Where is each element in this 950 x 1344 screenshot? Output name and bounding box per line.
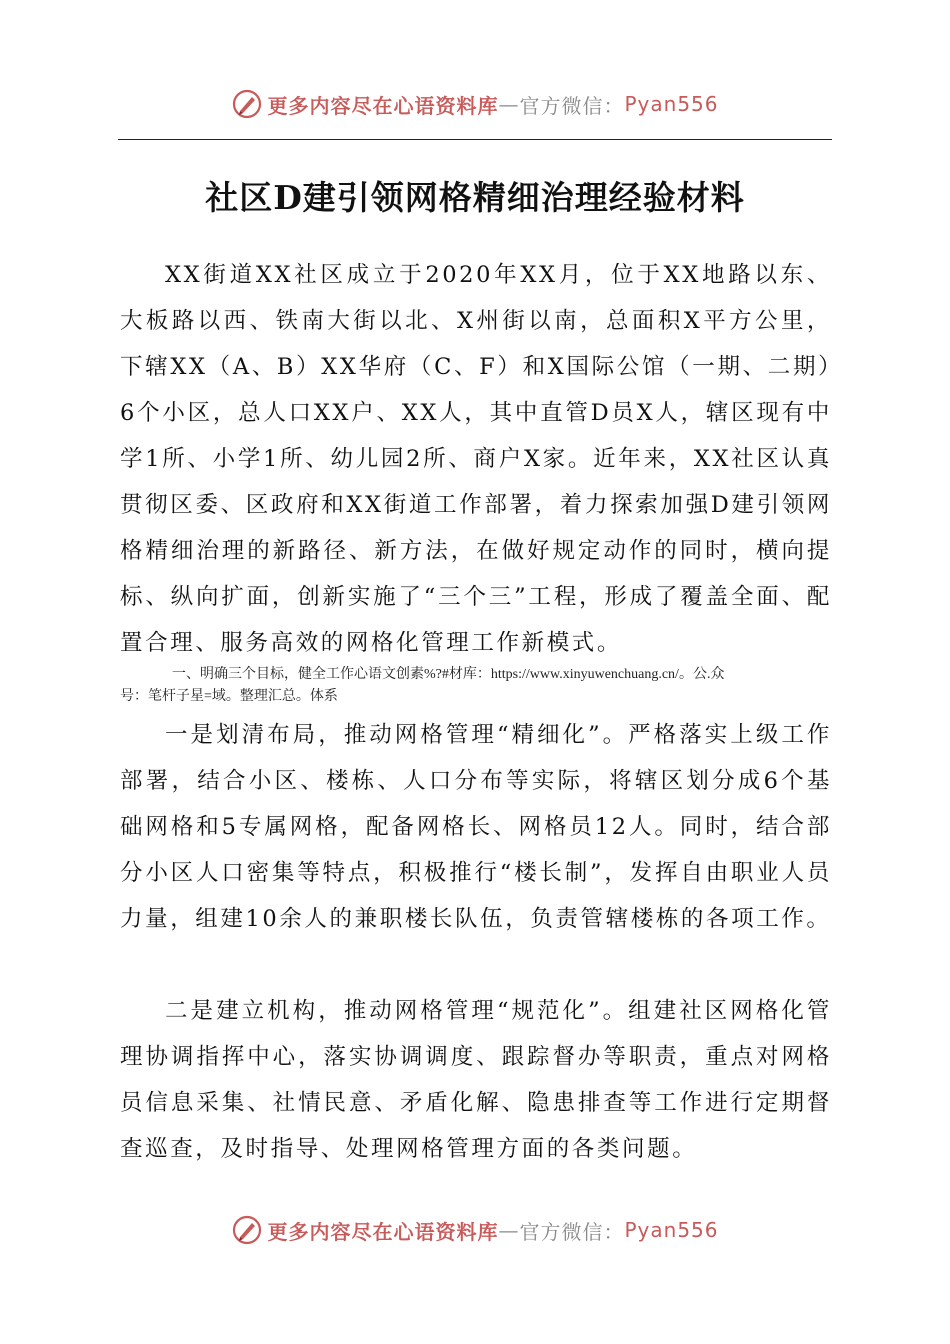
pen-logo-icon [231, 88, 263, 120]
footer-banner [0, 1212, 950, 1248]
header-brand-text: 更多内容尽在心语资料库 [267, 93, 499, 118]
header-divider [118, 139, 832, 140]
header-wechat-id: Pyan556 [624, 92, 719, 116]
note-line-2: 号：笔杆子星=域。整理汇总。体系 [120, 689, 338, 704]
header-banner [0, 86, 950, 122]
footer-wechat-id: Pyan556 [624, 1218, 719, 1242]
paragraph-text: XX街道XX社区成立于2020年XX月，位于XX地路以东、大板路以西、铁南大街以北、X州街以南，总面积X平方公里，下辖XX（A、B）XX华府（C、F）和X国际公馆（一期、二期）6个小区，总人口XX户、XX人，其中直管D员X人，辖区现有中学1所、小学1所、幼儿园2所、商户X家。近年来，XX社区认真贯彻区委、区政府和XX街道工作部署，着力探索加强D建引领网格精细治理的新路径、新方法，在做好规定动作的同时，横向提标、纵向扩面，创新实施了“三个三”工程，形成了覆盖全面、配置合理、服务高效的网格化管理工作新模式。 [120, 262, 832, 656]
watermark-note [120, 664, 832, 708]
document-title: 社区D建引领网格精细治理经验材料 [205, 178, 745, 217]
paragraph-text: 二是建立机构，推动网格管理“规范化”。组建社区网格化管理协调指挥中心，落实协调调度、跟踪督办等职责，重点对网格员信息采集、社情民意、矛盾化解、隐患排查等工作进行定期督查巡查，及时指导、处理网格管理方面的各类问题。 [120, 998, 832, 1162]
pen-logo-icon [231, 1214, 263, 1246]
footer-dash: — [498, 1218, 520, 1242]
footer-brand-text: 更多内容尽在心语资料库 [267, 1219, 499, 1244]
body-paragraph-second [120, 988, 832, 1172]
header-wechat-label: 官方微信： [519, 93, 625, 118]
body-paragraph-first [120, 712, 832, 942]
paragraph-text: 一是划清布局，推动网格管理“精细化”。严格落实上级工作部署，结合小区、楼栋、人口分布等实际，将辖区划分成6个基础网格和5专属网格，配备网格长、网格员12人。同时，结合部分小区人口密集等特点，积极推行“楼长制”，发挥自由职业人员力量，组建10余人的兼职楼长队伍，负责管辖楼栋的各项工作。 [120, 722, 832, 932]
note-line-1: 一、明确三个目标，健全工作心语文创素%?#材库：https://www.xinyuwenchuang.cn/。公.众 [172, 667, 725, 682]
footer-wechat-label: 官方微信： [519, 1219, 625, 1244]
body-paragraph-intro [120, 252, 832, 666]
header-dash: — [498, 92, 520, 116]
